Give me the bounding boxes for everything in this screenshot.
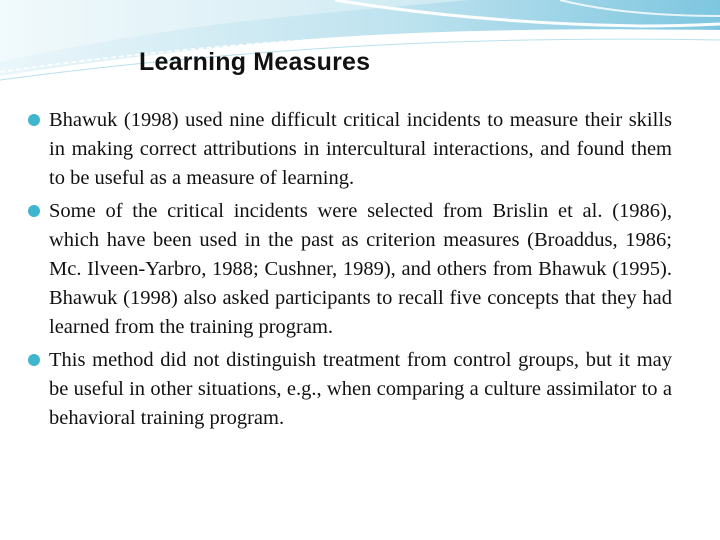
bullet-item	[28, 106, 672, 193]
bullet-item	[28, 346, 672, 433]
bullet-text: This method did not distinguish treatment from control groups, but it may be useful in other situations, e.g., when comparing a culture assimilator to a behavioral training program.	[49, 349, 672, 429]
bullet-text: Bhawuk (1998) used nine difficult critical incidents to measure their skills in making correct attributions in intercultural interactions, and found them to be useful as a measure of learning.	[49, 109, 672, 189]
bullet-item	[28, 197, 672, 342]
circle-bullet-icon	[28, 205, 40, 217]
bullet-text: Some of the critical incidents were selected from Brislin et al. (1986), which have been used in the past as criterion measures (Broaddus, 1986; Mc. Ilveen-Yarbro, 1988; Cushner, 1989), and others from Bhawuk (1995). Bhawuk (1998) also asked participants to recall five concepts that they had learned from the training program.	[49, 200, 672, 338]
bullet-list	[28, 106, 672, 433]
slide-title: Learning Measures	[139, 48, 371, 76]
circle-bullet-icon	[28, 114, 40, 126]
circle-bullet-icon	[28, 354, 40, 366]
